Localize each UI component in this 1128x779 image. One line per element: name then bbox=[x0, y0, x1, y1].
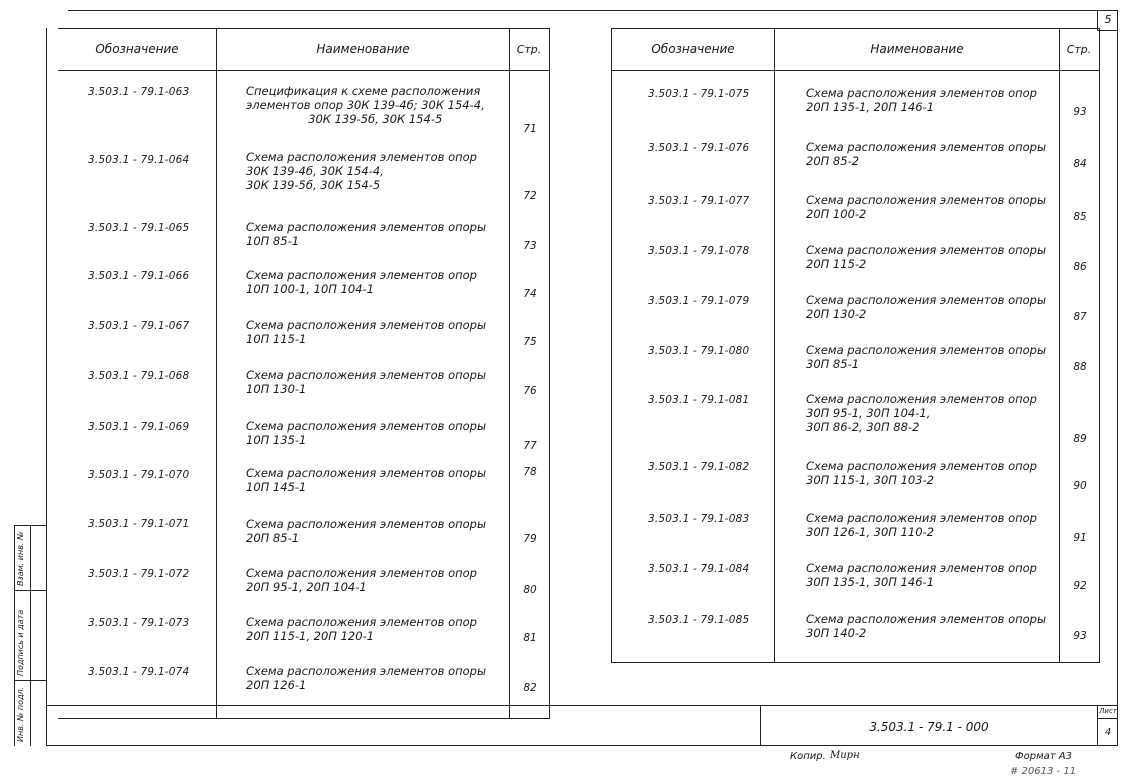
stamp-top bbox=[14, 525, 46, 526]
right-header-designation: Обозначение bbox=[651, 42, 735, 56]
row-page: 78 bbox=[523, 466, 537, 478]
stamp-left bbox=[14, 525, 15, 746]
sheet-value: 4 bbox=[1104, 727, 1112, 738]
row-code: 3.503.1 - 79.1-064 bbox=[88, 154, 190, 166]
row-page: 93 bbox=[1073, 630, 1087, 642]
row-code: 3.503.1 - 79.1-084 bbox=[648, 563, 750, 575]
row-name: Схема расположения элементов опор 30П 135-1, 30П 146-1 bbox=[806, 561, 1037, 589]
row-code: 3.503.1 - 79.1-063 bbox=[88, 86, 190, 98]
stamp-div2 bbox=[14, 680, 46, 681]
row-code: 3.503.1 - 79.1-083 bbox=[648, 513, 750, 525]
row-page: 87 bbox=[1073, 311, 1087, 323]
row-page: 85 bbox=[1073, 211, 1087, 223]
row-page: 73 bbox=[523, 240, 537, 252]
row-page: 91 bbox=[1073, 532, 1087, 544]
row-code: 3.503.1 - 79.1-067 bbox=[88, 320, 190, 332]
row-page: 80 bbox=[523, 584, 537, 596]
stamp-inv-replacement: Взам. инв. № bbox=[16, 531, 25, 586]
stamp-inv-original: Инв. № подл. bbox=[16, 686, 25, 742]
right-table-header-line bbox=[611, 70, 1100, 71]
row-code: 3.503.1 - 79.1-073 bbox=[88, 617, 190, 629]
row-name: Схема расположения элементов опор 30К 139-4б, 30К 154-4, 30К 139-5б, 30К 154-5 bbox=[246, 150, 477, 192]
sheet-number: 5 bbox=[1104, 13, 1112, 26]
row-name: Схема расположения элементов опор 10П 100-1, 10П 104-1 bbox=[246, 268, 477, 296]
row-code: 3.503.1 - 79.1-071 bbox=[88, 518, 190, 530]
stamp-div1 bbox=[14, 590, 46, 591]
row-code: 3.503.1 - 79.1-077 bbox=[648, 195, 750, 207]
row-page: 74 bbox=[523, 288, 537, 300]
row-code: 3.503.1 - 79.1-079 bbox=[648, 295, 750, 307]
stamp-mid bbox=[30, 525, 31, 746]
frame-bottom bbox=[46, 745, 1118, 746]
left-header-name: Наименование bbox=[316, 42, 410, 56]
row-page: 76 bbox=[523, 385, 537, 397]
title-block-sheet-label-line bbox=[1097, 718, 1118, 719]
row-code: 3.503.1 - 79.1-076 bbox=[648, 142, 750, 154]
row-name: Схема расположения элементов опоры 20П 85-2 bbox=[806, 140, 1047, 168]
row-name: Схема расположения элементов опоры 30П 140-2 bbox=[806, 612, 1047, 640]
row-page: 84 bbox=[1073, 158, 1087, 170]
row-name: Схема расположения элементов опор 30П 115-1, 30П 103-2 bbox=[806, 459, 1037, 487]
stamp-sign-date: Подпись и дата bbox=[16, 609, 25, 676]
row-page: 82 bbox=[523, 682, 537, 694]
left-header-designation: Обозначение bbox=[95, 42, 179, 56]
left-table-top bbox=[58, 28, 550, 29]
row-code: 3.503.1 - 79.1-072 bbox=[88, 568, 190, 580]
row-page: 75 bbox=[523, 336, 537, 348]
row-name: Схема расположения элементов опор 30П 126-1, 30П 110-2 bbox=[806, 511, 1037, 539]
row-code: 3.503.1 - 79.1-075 bbox=[648, 88, 750, 100]
right-table-bottom bbox=[611, 662, 1100, 663]
row-page: 79 bbox=[523, 533, 537, 545]
row-page: 88 bbox=[1073, 361, 1087, 373]
row-code: 3.503.1 - 79.1-065 bbox=[88, 222, 190, 234]
document-code: 3.503.1 - 79.1 - 000 bbox=[869, 720, 989, 734]
row-name: Схема расположения элементов опоры 10П 145-1 bbox=[246, 466, 487, 494]
row-name: Схема расположения элементов опоры 10П 130-1 bbox=[246, 368, 487, 396]
row-name: Схема расположения элементов опор 30П 95-1, 30П 104-1, 30П 86-2, 30П 88-2 bbox=[806, 392, 1037, 434]
row-code: 3.503.1 - 79.1-069 bbox=[88, 421, 190, 433]
row-page: 71 bbox=[523, 123, 537, 135]
row-name: Схема расположения элементов опоры 10П 85-1 bbox=[246, 220, 487, 248]
format-label: Формат А3 bbox=[1015, 751, 1072, 762]
copier-signature: Мирн bbox=[830, 750, 860, 761]
title-block-left bbox=[760, 705, 761, 746]
row-name: Схема расположения элементов опоры 20П 126-1 bbox=[246, 664, 487, 692]
row-name: Схема расположения элементов опоры 20П 100-2 bbox=[806, 193, 1047, 221]
frame-top bbox=[68, 10, 1118, 11]
row-name: Схема расположения элементов опоры 20П 85-1 bbox=[246, 517, 487, 545]
row-name: Спецификация к схеме расположения элементов опор 30К 139-4б; 30К 154-4, 30К 139-5б, 30К 154-5 bbox=[246, 84, 485, 126]
row-code: 3.503.1 - 79.1-066 bbox=[88, 270, 190, 282]
sheet-label: Лист bbox=[1099, 707, 1117, 715]
left-header-page: Стр. bbox=[516, 43, 542, 56]
left-table-bottom bbox=[58, 718, 550, 719]
right-table-right bbox=[1099, 28, 1100, 663]
title-block-top bbox=[46, 705, 1118, 706]
row-name: Схема расположения элементов опор 20П 115-1, 20П 120-1 bbox=[246, 615, 477, 643]
row-code: 3.503.1 - 79.1-078 bbox=[648, 245, 750, 257]
row-code: 3.503.1 - 79.1-070 bbox=[88, 469, 190, 481]
row-code: 3.503.1 - 79.1-080 bbox=[648, 345, 750, 357]
left-table-col1 bbox=[216, 28, 217, 718]
row-page: 77 bbox=[523, 440, 537, 452]
right-header-page: Стр. bbox=[1066, 43, 1092, 56]
inventory-number: # 20613 - 11 bbox=[1010, 766, 1077, 777]
row-code: 3.503.1 - 79.1-081 bbox=[648, 394, 750, 406]
copied-label: Копир. bbox=[790, 751, 826, 762]
right-table-left bbox=[611, 28, 612, 663]
row-code: 3.503.1 - 79.1-085 bbox=[648, 614, 750, 626]
left-table-right bbox=[549, 28, 550, 718]
row-page: 92 bbox=[1073, 580, 1087, 592]
row-page: 90 bbox=[1073, 480, 1087, 492]
row-page: 81 bbox=[523, 632, 537, 644]
row-name: Схема расположения элементов опоры 20П 130-2 bbox=[806, 293, 1047, 321]
frame-left bbox=[46, 28, 47, 746]
right-table-top bbox=[611, 28, 1100, 29]
frame-right bbox=[1117, 10, 1118, 745]
row-page: 72 bbox=[523, 190, 537, 202]
right-header-name: Наименование bbox=[870, 42, 964, 56]
row-name: Схема расположения элементов опор 20П 135-1, 20П 146-1 bbox=[806, 86, 1037, 114]
sheet-box-bottom bbox=[1097, 30, 1118, 31]
left-table-header-line bbox=[58, 70, 550, 71]
right-table-col2 bbox=[1059, 28, 1060, 663]
right-table-col1 bbox=[774, 28, 775, 663]
row-page: 86 bbox=[1073, 261, 1087, 273]
row-code: 3.503.1 - 79.1-074 bbox=[88, 666, 190, 678]
row-name: Схема расположения элементов опоры 10П 135-1 bbox=[246, 419, 487, 447]
sheet-box-left bbox=[1097, 10, 1098, 30]
left-table-col2 bbox=[509, 28, 510, 718]
row-name: Схема расположения элементов опоры 10П 115-1 bbox=[246, 318, 487, 346]
row-code: 3.503.1 - 79.1-082 bbox=[648, 461, 750, 473]
row-name: Схема расположения элементов опоры 20П 115-2 bbox=[806, 243, 1047, 271]
row-name: Схема расположения элементов опоры 30П 85-1 bbox=[806, 343, 1047, 371]
row-name: Схема расположения элементов опор 20П 95-1, 20П 104-1 bbox=[246, 566, 477, 594]
row-page: 93 bbox=[1073, 106, 1087, 118]
row-page: 89 bbox=[1073, 433, 1087, 445]
row-code: 3.503.1 - 79.1-068 bbox=[88, 370, 190, 382]
